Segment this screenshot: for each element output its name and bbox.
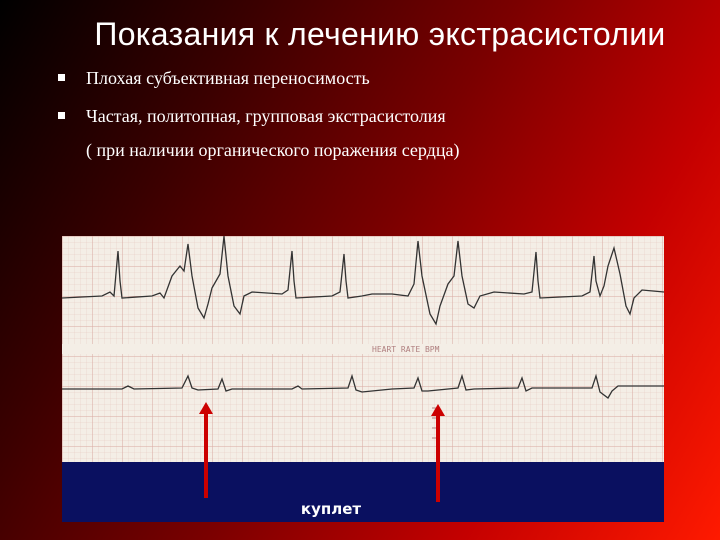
bullet-continuation: ( при наличии органического поражения сердца) (86, 140, 460, 160)
arrow-head-icon (199, 402, 213, 414)
slide-title: Показания к лечению экстрасистолии (94, 16, 666, 52)
figure-caption: куплет (300, 500, 362, 518)
strip-label: HEART RATE BPM (372, 345, 440, 354)
bullet-text: Плохая субъективная переносимость (86, 68, 370, 88)
arrow-head-icon (431, 404, 445, 416)
bullet-text: Частая, политопная, групповая экстрасистолия (86, 106, 446, 126)
